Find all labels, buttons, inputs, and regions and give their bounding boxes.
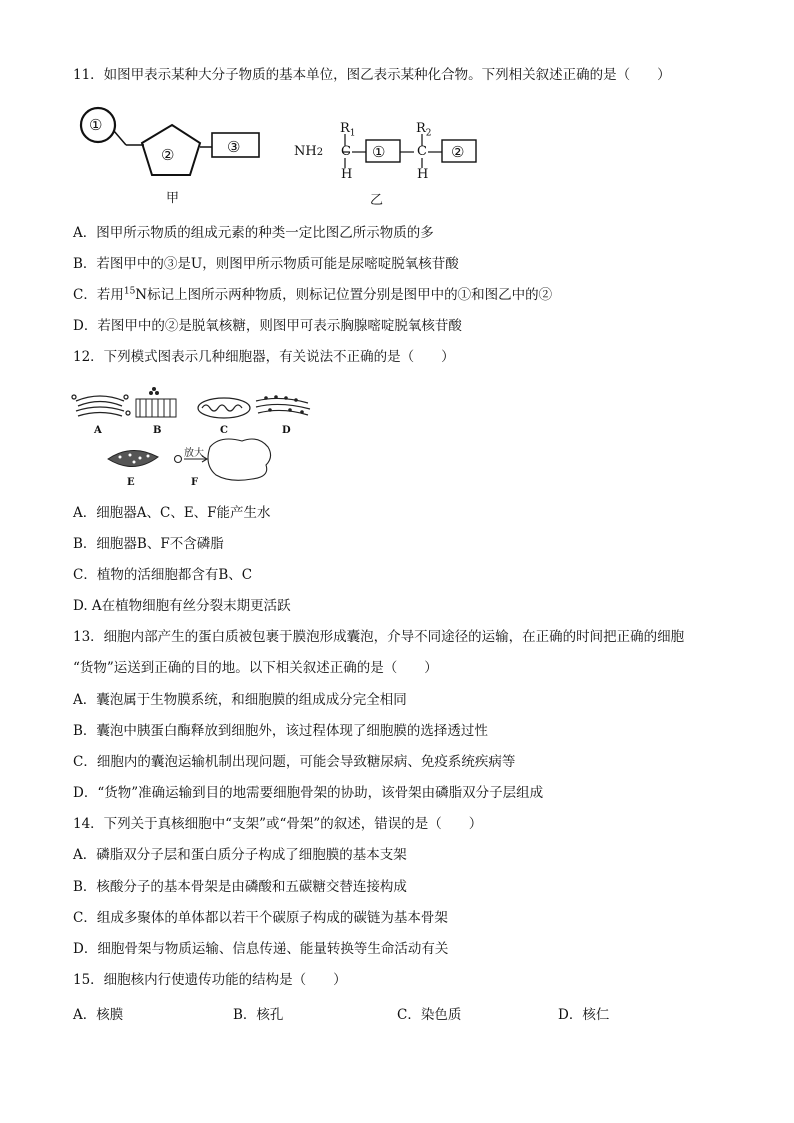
yi-h1-label: H — [341, 167, 353, 182]
q11-option-d: D．若图甲中的②是脱氧核糖，则图甲可表示胸腺嘧啶脱氧核苷酸 — [73, 318, 462, 334]
q13-option-c: C．细胞内的囊泡运输机制出现问题，可能会导致糖尿病、免疫系统疾病等 — [73, 754, 516, 770]
q11-option-a: A．图甲所示物质的组成元素的种类一定比图乙所示物质的多 — [73, 225, 434, 241]
q14-option-d: D．细胞骨架与物质运输、信息传递、能量转换等生命活动有关 — [73, 941, 449, 957]
organelle-label-a: A — [94, 425, 102, 436]
organelle-diagrams — [70, 385, 330, 495]
yi-box2-label: ② — [451, 143, 465, 161]
q11-option-b: B．若图甲中的③是U，则图甲所示物质可能是尿嘧啶脱氧核苷酸 — [73, 256, 459, 272]
yi-box1-label: ① — [372, 143, 386, 161]
magnify-arrow-label: 放大 — [184, 448, 204, 459]
q13-option-b: B．囊泡中胰蛋白酶释放到细胞外，该过程体现了细胞膜的选择透过性 — [73, 723, 488, 739]
yi-h2-label: H — [417, 167, 429, 182]
q13-option-a: A．囊泡属于生物膜系统，和细胞膜的组成成分完全相同 — [73, 692, 407, 708]
yi-r2-label: $R_2$ — [416, 121, 432, 139]
organelle-label-c: C — [220, 425, 228, 436]
organelle-label-d: D — [282, 425, 291, 436]
q15-option-d: D．核仁 — [558, 1007, 610, 1023]
jia-caption: 甲 — [166, 191, 180, 206]
q13-stem-line2: “货物”运送到正确的目的地。以下相关叙述正确的是（ ） — [73, 660, 438, 676]
q11-stem: 11．如图甲表示某种大分子物质的基本单位，图乙表示某种化合物。下列相关叙述正确的是（ ） — [73, 67, 671, 83]
chloroplast-drawing — [108, 450, 158, 466]
q14-option-b: B．核酸分子的基本骨架是由磷酸和五碳糖交替连接构成 — [73, 879, 407, 895]
q12-stem: 12．下列模式图表示几种细胞器，有关说法不正确的是（ ） — [73, 349, 455, 365]
endoplasmic-reticulum-drawing — [256, 396, 310, 415]
golgi-apparatus-drawing — [72, 395, 130, 416]
q15-option-b: B．核孔 — [233, 1007, 284, 1023]
q14-stem: 14．下列关于真核细胞中“支架”或“骨架”的叙述，错误的是（ ） — [73, 816, 483, 832]
organelle-label-e: E — [127, 477, 135, 488]
jia-phosphate-label: ① — [89, 116, 103, 134]
q14-option-a: A．磷脂双分子层和蛋白质分子构成了细胞膜的基本支架 — [73, 847, 407, 863]
q14-option-c: C．组成多聚体的单体都以若干个碳原子构成的碳链为基本骨架 — [73, 910, 448, 926]
q12-option-c: C．植物的活细胞都含有B、C — [73, 567, 253, 583]
q13-option-d: D．“货物”准确运输到目的地需要细胞骨架的协助，该骨架由磷脂双分子层组成 — [73, 785, 544, 801]
yi-nh2-label: NH2 — [294, 144, 324, 159]
q15-option-a: A．核膜 — [73, 1007, 124, 1023]
q12-option-d: D. A在植物细胞有丝分裂末期更活跃 — [73, 598, 291, 614]
centriole-drawing — [136, 388, 176, 418]
yi-carbon1-label: C — [341, 144, 351, 159]
organelle-label-b: B — [153, 425, 162, 436]
jia-base-label: ③ — [227, 138, 241, 156]
q12-option-a: A．细胞器A、C、E、F能产生水 — [73, 505, 271, 521]
q13-stem-line1: 13．细胞内部产生的蛋白质被包裹于膜泡形成囊泡，介导不同途径的运输，在正确的时间把正确的细胞 — [73, 629, 685, 645]
q15-option-c: C．染色质 — [397, 1007, 462, 1023]
yi-caption: 乙 — [370, 193, 384, 208]
q15-stem: 15．细胞核内行使遗传功能的结构是（ ） — [73, 972, 347, 988]
yi-r1-label: $R_1$ — [340, 121, 356, 139]
q11-option-c: C．若用$^{15}$N标记上图所示两种物质，则标记位置分别是图甲中的①和图乙中的② — [73, 286, 553, 303]
q12-option-b: B．细胞器B、F不含磷脂 — [73, 536, 224, 552]
mitochondrion-drawing — [198, 398, 250, 418]
organelle-label-f: F — [191, 477, 199, 488]
jia-sugar-label: ② — [161, 146, 175, 164]
yi-carbon2-label: C — [417, 144, 427, 159]
